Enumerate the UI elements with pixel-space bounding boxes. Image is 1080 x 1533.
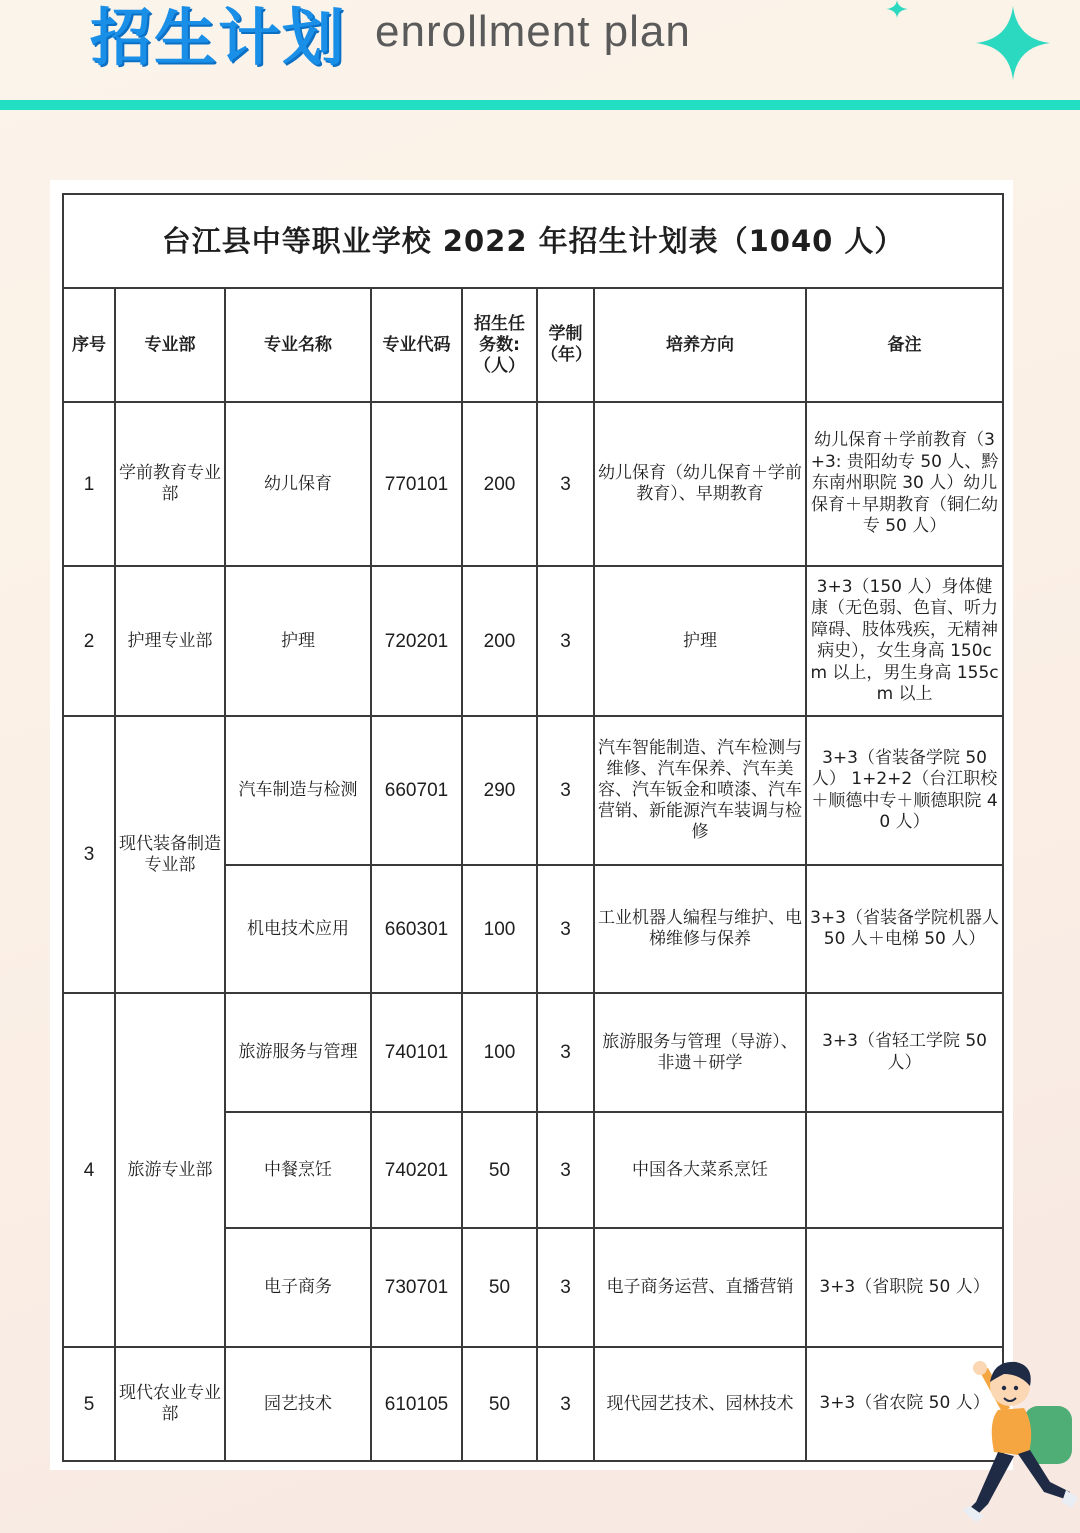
quota-cell: 200 [462,402,537,566]
direction-cell: 护理 [594,566,806,716]
quota-cell: 290 [462,716,537,865]
column-header: 专业名称 [225,288,371,402]
table-row [63,1347,1003,1461]
header-divider [0,100,1080,110]
direction-cell: 汽车智能制造、汽车检测与维修、汽车保养、汽车美容、汽车钣金和喷漆、汽车营销、新能源汽车装调与检修 [594,716,806,865]
major-cell: 旅游服务与管理 [225,993,371,1112]
column-header: 备注 [806,288,1003,402]
code-cell: 770101 [371,402,462,566]
column-header: 学制（年） [537,288,594,402]
page-subtitle: enrollment plan [375,7,691,56]
major-cell: 园艺技术 [225,1347,371,1461]
quota-cell: 50 [462,1347,537,1461]
quota-cell: 50 [462,1228,537,1347]
major-cell: 汽车制造与检测 [225,716,371,865]
table-row [63,566,1003,716]
star-icon [976,6,1050,80]
dept-cell: 现代农业专业部 [115,1347,225,1461]
note-cell: 3+3（省装备学院 50 人） 1+2+2（台江职校＋顺德中专＋顺德职院 40 人） [806,716,1003,865]
years-cell: 3 [537,716,594,865]
years-cell: 3 [537,402,594,566]
code-cell: 740201 [371,1112,462,1228]
seq-cell: 5 [63,1347,115,1461]
major-cell: 幼儿保育 [225,402,371,566]
column-header: 专业代码 [371,288,462,402]
note-cell: 3+3（省职院 50 人） [806,1228,1003,1347]
years-cell: 3 [537,1228,594,1347]
page-title: 招生计划 [90,1,347,74]
note-cell: 3+3（省轻工学院 50 人） [806,993,1003,1112]
dept-cell: 学前教育专业部 [115,402,225,566]
direction-cell: 现代园艺技术、园林技术 [594,1347,806,1461]
quota-cell: 100 [462,993,537,1112]
direction-cell: 中国各大菜系烹饪 [594,1112,806,1228]
seq-cell: 2 [63,566,115,716]
code-cell: 720201 [371,566,462,716]
quota-cell: 50 [462,1112,537,1228]
table-caption-row [63,194,1003,288]
note-cell [806,1112,1003,1228]
years-cell: 3 [537,566,594,716]
table-row [63,993,1003,1112]
dept-cell: 现代装备制造专业部 [115,716,225,993]
direction-cell: 电子商务运营、直播营销 [594,1228,806,1347]
code-cell: 730701 [371,1228,462,1347]
years-cell: 3 [537,865,594,993]
table-caption: 台江县中等职业学校 2022 年招生计划表（1040 人） [63,194,1003,288]
major-cell: 护理 [225,566,371,716]
column-header: 序号 [63,288,115,402]
enrollment-table [62,193,1004,1462]
column-header: 招生任务数:（人） [462,288,537,402]
quota-cell: 200 [462,566,537,716]
note-cell: 3+3（150 人）身体健康（无色弱、色盲、听力障碍、肢体残疾，无精神病史），女生身高 150cm 以上，男生身高 155cm 以上 [806,566,1003,716]
student-illustration [958,1352,1080,1533]
sparkle-icon [886,0,908,18]
note-cell: 3+3（省农院 50 人） [806,1347,1003,1461]
seq-cell: 4 [63,993,115,1347]
major-cell: 机电技术应用 [225,865,371,993]
major-cell: 电子商务 [225,1228,371,1347]
table-row [63,716,1003,865]
column-header: 专业部 [115,288,225,402]
page-header [0,0,1080,100]
years-cell: 3 [537,993,594,1112]
column-header: 培养方向 [594,288,806,402]
direction-cell: 旅游服务与管理（导游）、非遗＋研学 [594,993,806,1112]
code-cell: 740101 [371,993,462,1112]
note-cell: 幼儿保育＋学前教育（3+3: 贵阳幼专 50 人、黔东南州职院 30 人）幼儿保育＋早期教育（铜仁幼专 50 人） [806,402,1003,566]
note-cell: 3+3（省装备学院机器人 50 人＋电梯 50 人） [806,865,1003,993]
seq-cell: 3 [63,716,115,993]
years-cell: 3 [537,1347,594,1461]
years-cell: 3 [537,1112,594,1228]
dept-cell: 旅游专业部 [115,993,225,1347]
code-cell: 660301 [371,865,462,993]
major-cell: 中餐烹饪 [225,1112,371,1228]
table-row [63,402,1003,566]
table-header-row [63,288,1003,402]
direction-cell: 工业机器人编程与维护、电梯维修与保养 [594,865,806,993]
code-cell: 660701 [371,716,462,865]
direction-cell: 幼儿保育（幼儿保育＋学前教育）、早期教育 [594,402,806,566]
quota-cell: 100 [462,865,537,993]
code-cell: 610105 [371,1347,462,1461]
dept-cell: 护理专业部 [115,566,225,716]
seq-cell: 1 [63,402,115,566]
